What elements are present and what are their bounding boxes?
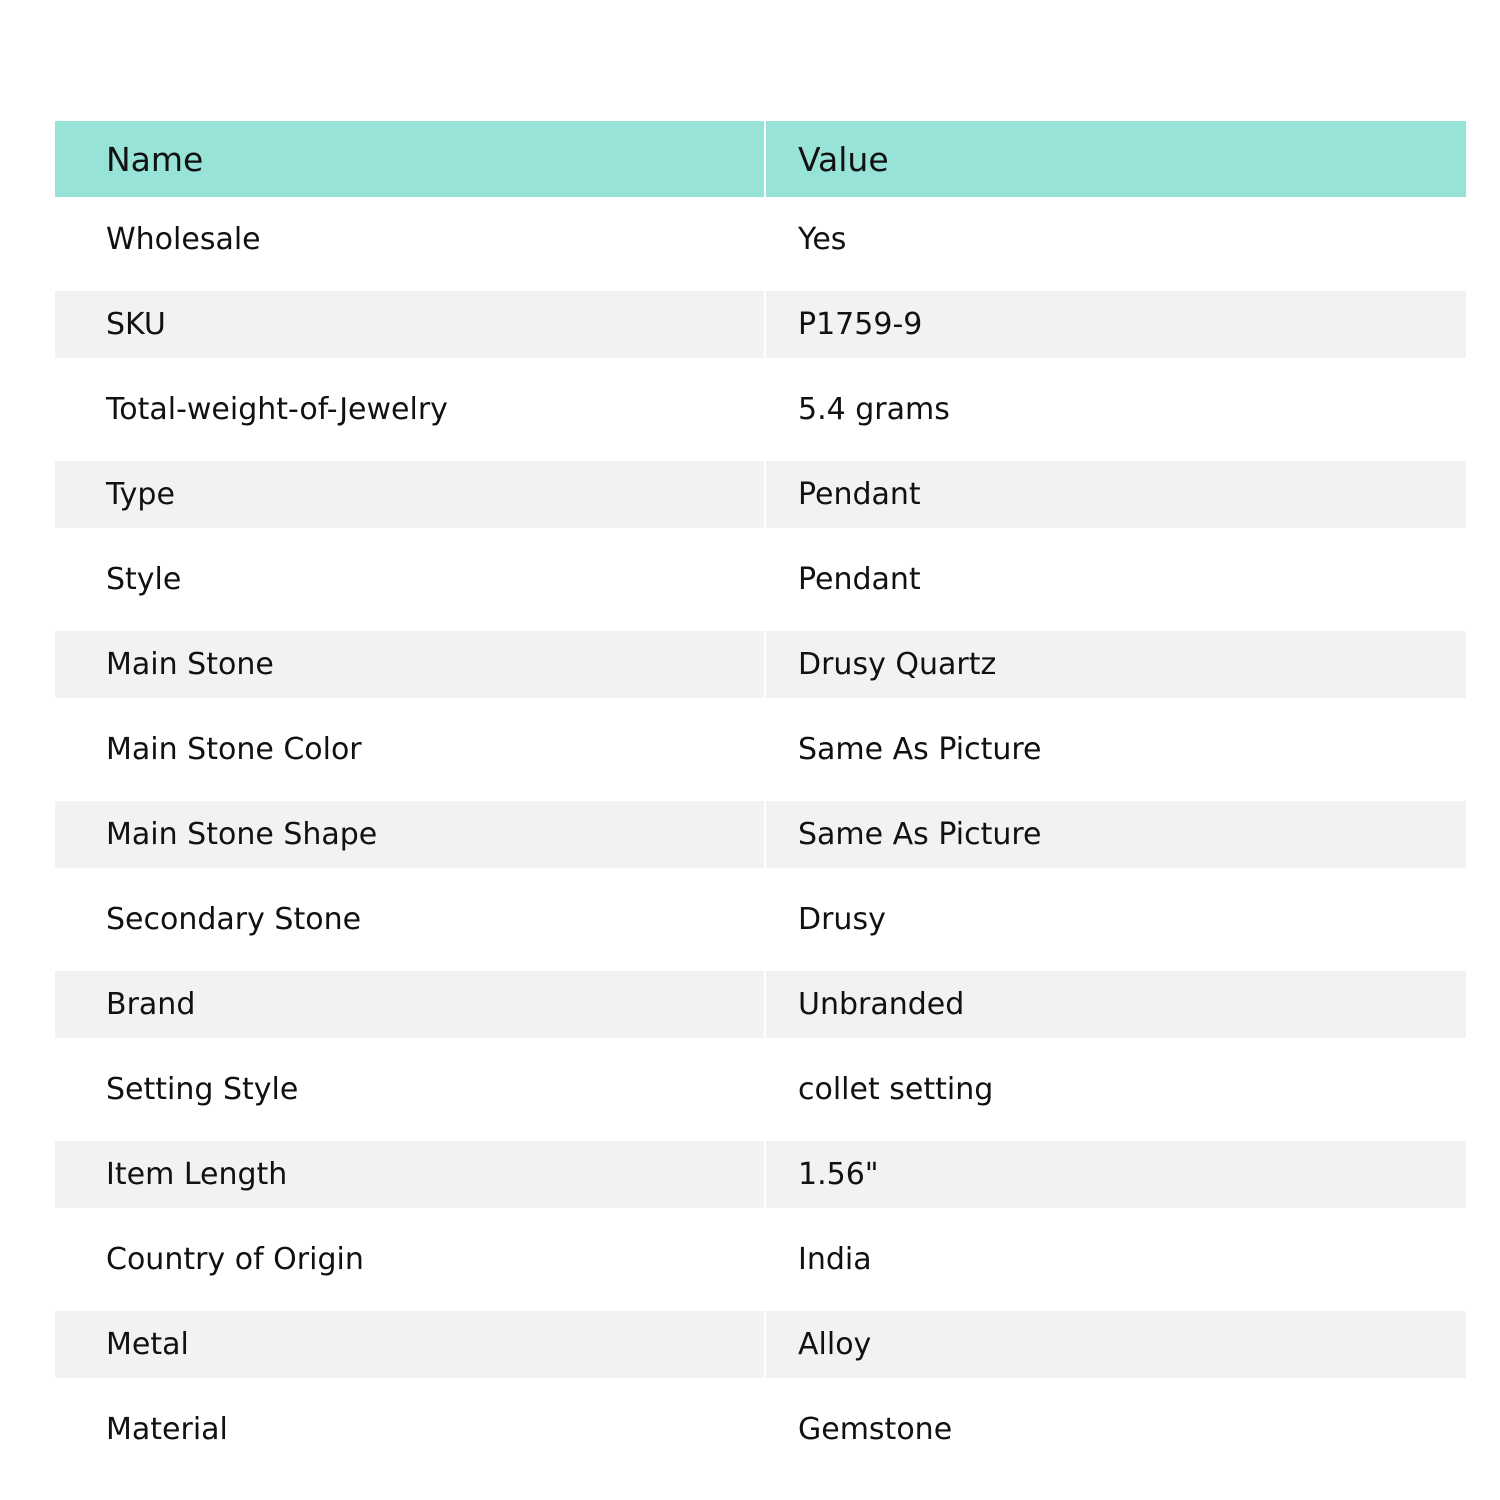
table-row	[55, 1047, 1466, 1132]
row-name-cell: Main Stone	[55, 622, 766, 707]
row-value-cell: Pendant	[766, 452, 1466, 537]
row-name-cell: Brand	[55, 962, 766, 1047]
row-name-cell: Style	[55, 537, 766, 622]
row-value-cell: Drusy	[798, 901, 886, 937]
row-value-cell: 5.4 grams	[798, 391, 950, 427]
table-body	[55, 197, 1466, 1472]
table-header	[55, 121, 1466, 197]
table-row	[55, 282, 1466, 367]
row-name-cell: Metal	[55, 1302, 766, 1387]
table-row	[55, 1387, 1466, 1472]
column-header-name: Name	[55, 121, 766, 197]
row-value-cell: Same As Picture	[766, 792, 1466, 877]
table-row	[55, 1302, 1466, 1387]
row-name-cell: Item Length	[55, 1132, 766, 1217]
header-row	[55, 121, 1466, 197]
row-value-cell: collet setting	[798, 1071, 994, 1107]
row-value-cell: Pendant	[798, 561, 921, 597]
row-value-cell: P1759-9	[766, 282, 1466, 367]
table-row	[55, 962, 1466, 1047]
row-name-cell: Main Stone Color	[55, 707, 766, 792]
table-row	[55, 1132, 1466, 1217]
table-row	[55, 537, 1466, 622]
row-value-cell: Alloy	[766, 1302, 1466, 1387]
row-name-cell: Type	[55, 452, 766, 537]
row-value-cell: Same As Picture	[798, 731, 1042, 767]
row-value-cell: 1.56"	[766, 1132, 1466, 1217]
table-row	[55, 622, 1466, 707]
table-row	[55, 877, 1466, 962]
table-row	[55, 792, 1466, 877]
table-row	[55, 367, 1466, 452]
row-name-cell: SKU	[55, 282, 766, 367]
row-name-cell: Setting Style	[55, 1047, 766, 1132]
column-header-value: Value	[798, 139, 889, 179]
row-name-cell: Material	[55, 1387, 766, 1472]
row-name-cell: Total-weight-of-Jewelry	[55, 367, 766, 452]
table-row	[55, 1217, 1466, 1302]
row-value-cell: Yes	[798, 221, 847, 257]
table-row	[55, 452, 1466, 537]
row-name-cell: Main Stone Shape	[55, 792, 766, 877]
row-value-cell: Gemstone	[798, 1411, 953, 1447]
row-name-cell: Secondary Stone	[55, 877, 766, 962]
row-name-cell: Country of Origin	[55, 1217, 766, 1302]
row-value-cell: Unbranded	[766, 962, 1466, 1047]
table-row	[55, 197, 1466, 282]
row-value-cell: India	[798, 1241, 872, 1277]
row-value-cell: Drusy Quartz	[766, 622, 1466, 707]
specifications-table	[55, 121, 1466, 1472]
row-name-cell: Wholesale	[55, 197, 766, 282]
table-row	[55, 707, 1466, 792]
